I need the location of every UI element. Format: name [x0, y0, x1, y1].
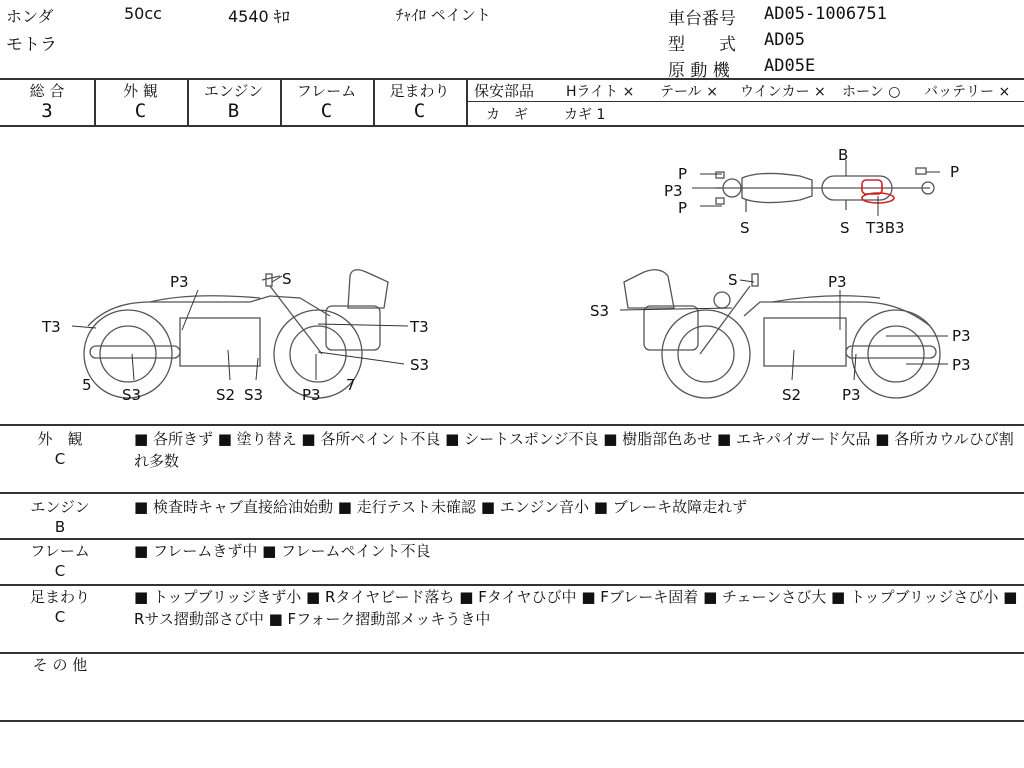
section-frame: [0, 540, 1024, 584]
section-text: ■ 各所きず ■ 塗り替え ■ 各所ペイント不良 ■ シートスポンジ不良 ■ 樹脂部色あせ ■ エキパイガード欠品 ■ 各所カウルひび割れ多数: [134, 430, 1014, 470]
label-t3b3: T3B3: [866, 219, 905, 237]
grade-total: 3: [41, 100, 53, 122]
engine-label: 原 動 機: [668, 61, 730, 81]
section-grade: C: [54, 450, 66, 468]
safety-item-name: Hライト: [566, 84, 619, 100]
safety-item-tail: [660, 81, 718, 101]
damage-diagram: [0, 126, 1024, 424]
label-p3: P3: [302, 386, 321, 404]
color: ﾁｬｲﾛ ペイント: [396, 6, 491, 24]
label-s3: S3: [122, 386, 142, 404]
grade-engine: B: [227, 100, 240, 122]
grade-header-exterior: 外 観: [123, 82, 158, 100]
section-text: ■ トップブリッジきず小 ■ Rタイヤビード落ち ■ Fタイヤひび中 ■ Fブレーキ固着 ■ チェーンさび大 ■ トップブリッジさび小 ■ Rサス摺動部さび中 ■ Fフォーク摺動部メッキうき中: [134, 588, 1018, 628]
label-s2: S2: [216, 386, 236, 404]
left-side-bike: [84, 270, 388, 398]
section-label: 外 観: [37, 430, 83, 448]
label-s2: S2: [782, 386, 802, 404]
label-t3: T3: [410, 318, 429, 336]
label-s: S: [840, 219, 850, 237]
label-s3: S3: [244, 386, 264, 404]
safety-item-name: バッテリー: [924, 84, 994, 100]
label-s: S: [282, 270, 292, 288]
engine-value: AD05E: [764, 56, 816, 76]
label-p3: P3: [170, 273, 189, 291]
label-p: P: [678, 165, 688, 183]
displacement: 50cc: [124, 4, 162, 23]
label-p3: P3: [664, 182, 683, 200]
grade-header-suspension: 足まわり: [389, 82, 450, 100]
safety-item-headlight: [566, 81, 634, 101]
section-label: 足まわり: [29, 588, 90, 606]
grade-header-frame: フレーム: [296, 82, 357, 100]
label-p: P: [950, 163, 960, 181]
divider: [0, 720, 1024, 722]
frame-no: AD05-1006751: [764, 4, 887, 24]
label-p: P: [678, 199, 688, 217]
label-p3: P3: [952, 327, 971, 345]
label-s: S: [740, 219, 750, 237]
section-engine: [0, 494, 1024, 538]
right-side-bike: [624, 270, 940, 398]
section-exterior: [0, 426, 1024, 492]
safety-item-battery: [924, 81, 1010, 101]
grade-frame: C: [320, 100, 333, 122]
safety-item-mark: ×: [622, 84, 635, 100]
section-label: エンジン: [30, 498, 90, 516]
label-p3: P3: [842, 386, 861, 404]
mileage: 4540 ｷﾛ: [228, 7, 290, 26]
model-name: モトラ: [6, 35, 57, 55]
section-label: そ の 他: [32, 656, 88, 674]
label-p3: P3: [952, 356, 971, 374]
frame-no-label: 車台番号: [668, 9, 736, 29]
grade-header-total: 総 合: [29, 82, 65, 100]
safety-item-mark: ×: [814, 84, 826, 100]
maker: ホンダ: [6, 7, 54, 26]
safety-item-name: テール: [660, 84, 702, 100]
section-text: ■ 検査時キャブ直接給油始動 ■ 走行テスト未確認 ■ エンジン音小 ■ ブレーキ故障走れず: [134, 498, 748, 516]
safety-item-mark: ×: [706, 84, 718, 100]
section-grade: C: [54, 608, 66, 626]
safety-item-mark: ○: [888, 84, 901, 100]
section-grade: C: [54, 562, 66, 580]
label-p3: P3: [828, 273, 847, 291]
safety-item-name: ホーン: [842, 84, 884, 100]
key-label: カ ギ: [486, 107, 528, 123]
label-7: 7: [346, 376, 356, 394]
grade-header-engine: エンジン: [203, 82, 264, 100]
type-value: AD05: [764, 30, 805, 50]
section-grade: B: [54, 518, 66, 536]
section-other: [0, 654, 1024, 720]
label-5: 5: [82, 376, 92, 394]
label-s3: S3: [590, 302, 610, 320]
divider: [466, 78, 468, 125]
key-value: カギ 1: [564, 107, 606, 123]
safety-item-mark: ×: [998, 84, 1011, 100]
label-s3: S3: [410, 356, 430, 374]
label-b: B: [838, 146, 849, 164]
divider: [468, 101, 1024, 102]
safety-item-name: ウインカー: [740, 84, 810, 100]
safety-item-winker: [740, 81, 826, 101]
section-label: フレーム: [30, 542, 90, 560]
section-text: ■ フレームきず中 ■ フレームペイント不良: [134, 542, 431, 560]
type-label: 型 式: [668, 35, 736, 55]
grade-exterior: C: [134, 100, 147, 122]
grade-suspension: C: [413, 100, 426, 122]
section-suspension: [0, 586, 1024, 652]
top-view-bike: [716, 168, 934, 212]
label-t3: T3: [42, 318, 61, 336]
label-s: S: [728, 271, 738, 289]
safety-item-horn: [842, 81, 900, 101]
safety-label: 保安部品: [474, 82, 535, 100]
